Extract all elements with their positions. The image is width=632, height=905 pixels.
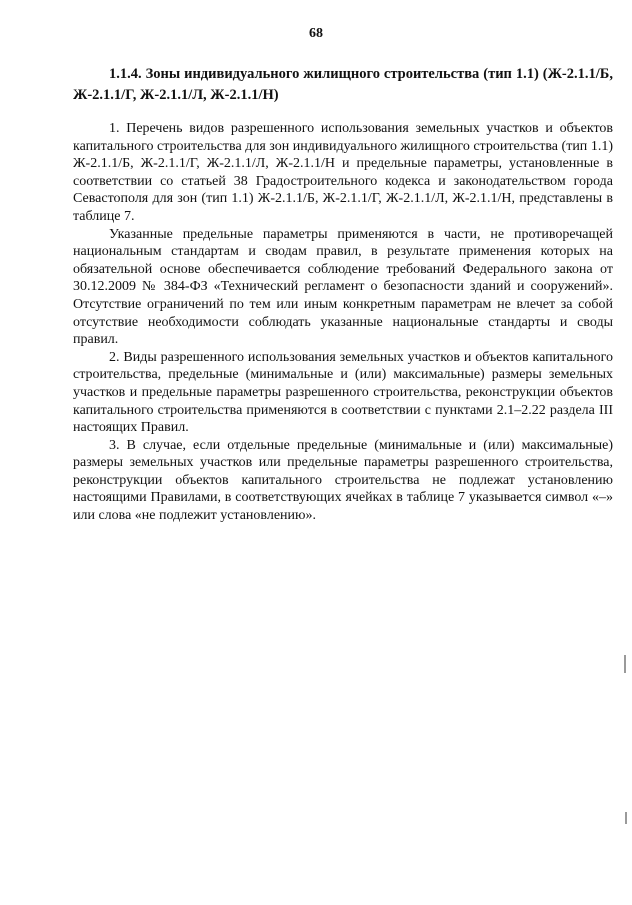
paragraph-2: Указанные предельные параметры применяются в части, не противоречащей национальным стандартам и сводам правил, в результате применения которых на обязательной основе обеспечивается соблюдение требований Федерального закона от 30.12.2009 № 384-ФЗ «Технический регламент о безопасности зданий и сооружений». Отсутствие ограничений по тем или иным конкретным параметрам не влечет за собой отсутствие необходимости соблюдать указанные национальные стандарты и своды правил. — [73, 226, 613, 348]
body-text — [73, 120, 613, 525]
paragraph-4: 3. В случае, если отдельные предельные (минимальные и (или) максимальные) размеры земельных участков или предельные параметры разрешенного строительства, реконструкции объектов капитального строительства не подлежат установлению настоящими Правилами, в соответствующих ячейках в таблице 7 указывается символ «–» или слова «не подлежит установлению». — [73, 437, 613, 524]
page-number: 68 — [309, 26, 323, 41]
scan-artifact-mark — [625, 812, 627, 824]
paragraph-1: 1. Перечень видов разрешенного использования земельных участков и объектов капитального строительства для зон индивидуального жилищного строительства (тип 1.1) Ж-2.1.1/Б, Ж-2.1.1/Г, Ж-2.1.1/Л, Ж-2.1.1/Н и предельные параметры, установленные в соответствии со статьей 38 Градостроительного кодекса и законодательством города Севастополя для зон (тип 1.1) Ж-2.1.1/Б, Ж-2.1.1/Г, Ж-2.1.1/Л, Ж-2.1.1/Н, представлены в таблице 7. — [73, 121, 613, 224]
scan-artifact-mark — [624, 655, 626, 673]
section-heading: 1.1.4. Зоны индивидуального жилищного строительства (тип 1.1) (Ж-2.1.1/Б, Ж-2.1.1/Г, Ж-2.1.1/Л, Ж-2.1.1/Н) — [73, 66, 613, 103]
paragraph-3: 2. Виды разрешенного использования земельных участков и объектов капитального строительства, предельные (минимальные и (или) максимальные) размеры земельных участков и предельные параметры разрешенного строительства, реконструкции объектов капитального строительства применяются в соответствии с пунктами 2.1–2.22 раздела III настоящих Правил. — [73, 349, 613, 436]
